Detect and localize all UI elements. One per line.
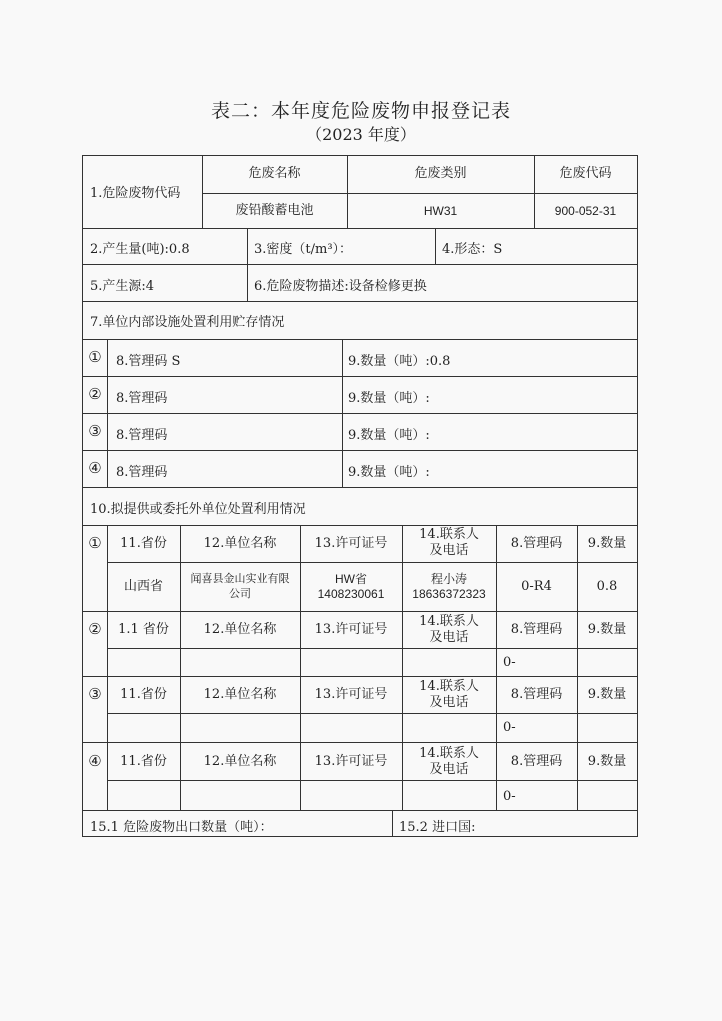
form-title: 表二：本年度危险废物申报登记表 (210, 100, 511, 122)
external-block-3-number: ③ (88, 685, 102, 703)
waste-code-label: 1.危险废物代码 (90, 186, 181, 201)
external-block-1-contact-value: 程小涛18636372323 (412, 572, 486, 601)
external-block-2-license-label: 13.许可证号 (314, 622, 388, 637)
waste-category-header: 危废类别 (414, 166, 467, 181)
external-block-1-province-label: 11.省份 (120, 536, 167, 551)
external-block-4-mgmt-label: 8.管理码 (510, 754, 563, 769)
internal-row-2-number: ② (88, 385, 102, 403)
internal-row-3-mgmt-code: 8.管理码 (116, 428, 168, 443)
external-block-1-contact-label: 14.联系人及电话 (419, 527, 479, 558)
external-block-4-unit-label: 12.单位名称 (203, 754, 277, 769)
external-block-1-mgmt-value: 0-R4 (521, 579, 552, 594)
external-block-3-qty-label: 9.数量 (587, 687, 627, 702)
form-subtitle: （2023 年度） (306, 125, 416, 144)
generated-amount: 2.产生量(吨):0.8 (90, 242, 190, 257)
external-block-3-contact-label: 14.联系人及电话 (419, 679, 479, 710)
internal-row-2-quantity: 9.数量（吨）: (348, 391, 430, 406)
registration-form (82, 155, 638, 837)
external-block-3-province-label: 11.省份 (120, 687, 167, 702)
internal-row-3-quantity: 9.数量（吨）: (348, 428, 430, 443)
external-block-2-qty-label: 9.数量 (587, 622, 627, 637)
external-block-2-mgmt-label: 8.管理码 (510, 622, 563, 637)
section7-heading: 7.单位内部设施处置利用贮存情况 (90, 315, 285, 330)
external-block-1-qty-value: 0.8 (596, 579, 618, 594)
external-block-1-unit-label: 12.单位名称 (203, 536, 277, 551)
external-block-3-mgmt-value: 0- (503, 720, 516, 735)
waste-code-header: 危废代码 (559, 166, 612, 181)
external-block-4-license-label: 13.许可证号 (314, 754, 388, 769)
waste-name-header: 危废名称 (248, 166, 301, 181)
internal-row-3-number: ③ (88, 422, 102, 440)
external-block-4-qty-label: 9.数量 (587, 754, 627, 769)
export-quantity: 15.1 危险废物出口数量（吨）： (90, 820, 273, 835)
waste-description: 6.危险废物描述:设备检修更换 (254, 279, 427, 294)
internal-row-4-quantity: 9.数量（吨）: (348, 465, 430, 480)
external-block-1-province-value: 山西省 (123, 579, 163, 594)
external-block-3-mgmt-label: 8.管理码 (510, 687, 563, 702)
external-block-1-mgmt-label: 8.管理码 (510, 536, 563, 551)
generation-source: 5.产生源:4 (90, 279, 155, 294)
external-block-1-license-label: 13.许可证号 (314, 536, 388, 551)
external-block-2-contact-label: 14.联系人及电话 (419, 614, 479, 645)
physical-form: 4.形态：S (442, 242, 503, 257)
external-block-2-unit-label: 12.单位名称 (203, 622, 277, 637)
section10-heading: 10.拟提供或委托外单位处置利用情况 (90, 502, 306, 517)
external-block-1-license-value: HW省1408230061 (317, 572, 385, 601)
external-block-3-unit-label: 12.单位名称 (203, 687, 277, 702)
external-block-1-qty-label: 9.数量 (587, 536, 627, 551)
internal-row-1-mgmt-code: 8.管理码 S (116, 354, 181, 369)
external-block-3-license-label: 13.许可证号 (314, 687, 388, 702)
density-field: 3.密度（t/m³）： (254, 242, 353, 257)
external-block-4-number: ④ (88, 752, 102, 770)
import-country: 15.2 进口国: (399, 820, 476, 835)
external-block-2-province-label: 1.1 省份 (118, 622, 169, 637)
external-block-2-mgmt-value: 0- (503, 655, 516, 670)
internal-row-4-mgmt-code: 8.管理码 (116, 465, 168, 480)
external-block-4-mgmt-value: 0- (503, 789, 516, 804)
waste-name-value: 废铅酸蓄电池 (235, 203, 314, 218)
external-block-2-number: ② (88, 620, 102, 638)
external-block-1-unit-value: 闻喜县金山实业有限公司 (190, 572, 290, 600)
internal-row-4-number: ④ (88, 459, 102, 477)
internal-row-2-mgmt-code: 8.管理码 (116, 391, 168, 406)
waste-category-value: HW31 (423, 204, 458, 218)
internal-row-1-quantity: 9.数量（吨）:0.8 (348, 354, 451, 369)
internal-row-1-number: ① (88, 348, 102, 366)
external-block-1-number: ① (88, 534, 102, 552)
external-block-4-contact-label: 14.联系人及电话 (419, 746, 479, 777)
external-block-4-province-label: 11.省份 (120, 754, 167, 769)
waste-code-value: 900-052-31 (554, 204, 617, 218)
